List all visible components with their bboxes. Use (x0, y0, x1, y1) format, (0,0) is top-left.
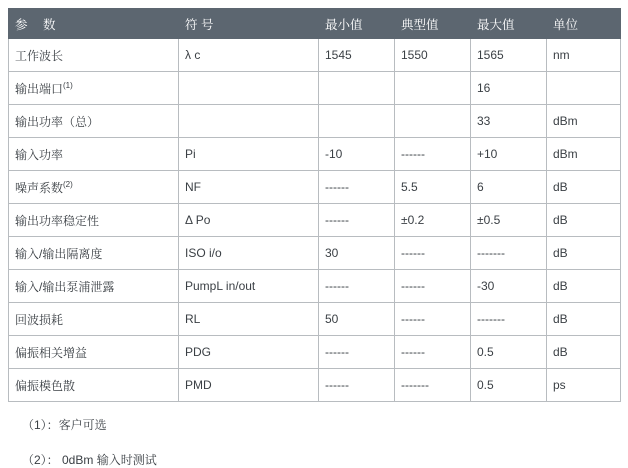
footnote-2: （2）： 0dBm 输入时测试 (22, 453, 157, 467)
cell-max: 0.5 (471, 369, 547, 402)
cell-symbol: λ c (179, 39, 319, 72)
cell-parameter (9, 39, 179, 72)
cell-unit (547, 72, 621, 105)
table-row (9, 204, 621, 237)
cell-max: 0.5 (471, 336, 547, 369)
column-header-typical: 典型值 (395, 9, 471, 39)
cell-unit: dBm (547, 138, 621, 171)
cell-max: -30 (471, 270, 547, 303)
cell-max: 16 (471, 72, 547, 105)
cell-max: +10 (471, 138, 547, 171)
cell-parameter (9, 204, 179, 237)
parameter-label: 输出功率稳定性 (15, 213, 100, 228)
cell-symbol: Pi (179, 138, 319, 171)
cell-min: ------ (319, 369, 395, 402)
cell-parameter (9, 237, 179, 270)
cell-parameter (9, 171, 179, 204)
cell-typical: ------ (395, 270, 471, 303)
parameter-label: 输入/输出隔离度 (15, 246, 103, 261)
cell-symbol: NF (179, 171, 319, 204)
cell-unit: nm (547, 39, 621, 72)
cell-max: 33 (471, 105, 547, 138)
table-row (9, 171, 621, 204)
cell-typical (395, 105, 471, 138)
cell-min (319, 72, 395, 105)
parameter-label: 偏振相关增益 (15, 345, 88, 360)
cell-typical (395, 72, 471, 105)
footnotes (8, 416, 628, 468)
cell-parameter (9, 303, 179, 336)
cell-symbol: Δ Po (179, 204, 319, 237)
column-header-min: 最小值 (319, 9, 395, 39)
cell-max: ------- (471, 237, 547, 270)
cell-unit: dB (547, 303, 621, 336)
column-header-unit: 单位 (547, 9, 621, 39)
cell-symbol: RL (179, 303, 319, 336)
cell-unit: dB (547, 336, 621, 369)
cell-min: 30 (319, 237, 395, 270)
cell-typical: ------ (395, 237, 471, 270)
cell-unit: ps (547, 369, 621, 402)
cell-unit: dB (547, 237, 621, 270)
column-header-parameter: 参 数 (9, 9, 179, 39)
cell-unit: dB (547, 270, 621, 303)
cell-typical: ------ (395, 303, 471, 336)
cell-typical: 5.5 (395, 171, 471, 204)
cell-typical: 1550 (395, 39, 471, 72)
cell-symbol (179, 105, 319, 138)
cell-parameter (9, 105, 179, 138)
cell-min: 50 (319, 303, 395, 336)
table-header (9, 9, 621, 39)
table-row (9, 105, 621, 138)
parameter-label: 回波损耗 (15, 312, 64, 327)
cell-typical: ------ (395, 336, 471, 369)
specification-table (8, 8, 621, 402)
cell-typical: ±0.2 (395, 204, 471, 237)
cell-parameter (9, 138, 179, 171)
cell-symbol (179, 72, 319, 105)
cell-typical: ------ (395, 138, 471, 171)
parameter-note-marker: (1) (63, 80, 73, 90)
cell-symbol: ISO i/o (179, 237, 319, 270)
parameter-label: 噪声系数 (15, 180, 64, 195)
table-row (9, 39, 621, 72)
cell-parameter (9, 72, 179, 105)
cell-max: ------- (471, 303, 547, 336)
table-body (9, 39, 621, 402)
table-row (9, 72, 621, 105)
table-row (9, 270, 621, 303)
parameter-label: 输入功率 (15, 147, 64, 162)
cell-unit: dB (547, 171, 621, 204)
table-row (9, 336, 621, 369)
cell-parameter (9, 336, 179, 369)
cell-symbol: PumpL in/out (179, 270, 319, 303)
column-header-max: 最大值 (471, 9, 547, 39)
cell-min (319, 105, 395, 138)
column-header-symbol: 符 号 (179, 9, 319, 39)
table-row (9, 237, 621, 270)
cell-typical: ------- (395, 369, 471, 402)
cell-min: ------ (319, 171, 395, 204)
parameter-note-marker: (2) (63, 179, 73, 189)
parameter-label: 输入/输出泵浦泄露 (15, 279, 115, 294)
parameter-label: 偏振模色散 (15, 378, 76, 393)
cell-min: 1545 (319, 39, 395, 72)
cell-min: ------ (319, 336, 395, 369)
cell-parameter (9, 369, 179, 402)
cell-parameter (9, 270, 179, 303)
parameter-label: 工作波长 (15, 48, 64, 63)
cell-min: -10 (319, 138, 395, 171)
parameter-label: 输出端口 (15, 81, 64, 96)
cell-min: ------ (319, 204, 395, 237)
cell-max: ±0.5 (471, 204, 547, 237)
cell-max: 1565 (471, 39, 547, 72)
table-row (9, 303, 621, 336)
parameter-label: 输出功率（总） (15, 114, 100, 129)
table-header-row (9, 9, 621, 39)
cell-max: 6 (471, 171, 547, 204)
table-row (9, 138, 621, 171)
cell-min: ------ (319, 270, 395, 303)
cell-unit: dBm (547, 105, 621, 138)
footnote-1: （1）：客户可选 (22, 418, 107, 432)
table-row (9, 369, 621, 402)
cell-symbol: PDG (179, 336, 319, 369)
cell-unit: dB (547, 204, 621, 237)
cell-symbol: PMD (179, 369, 319, 402)
